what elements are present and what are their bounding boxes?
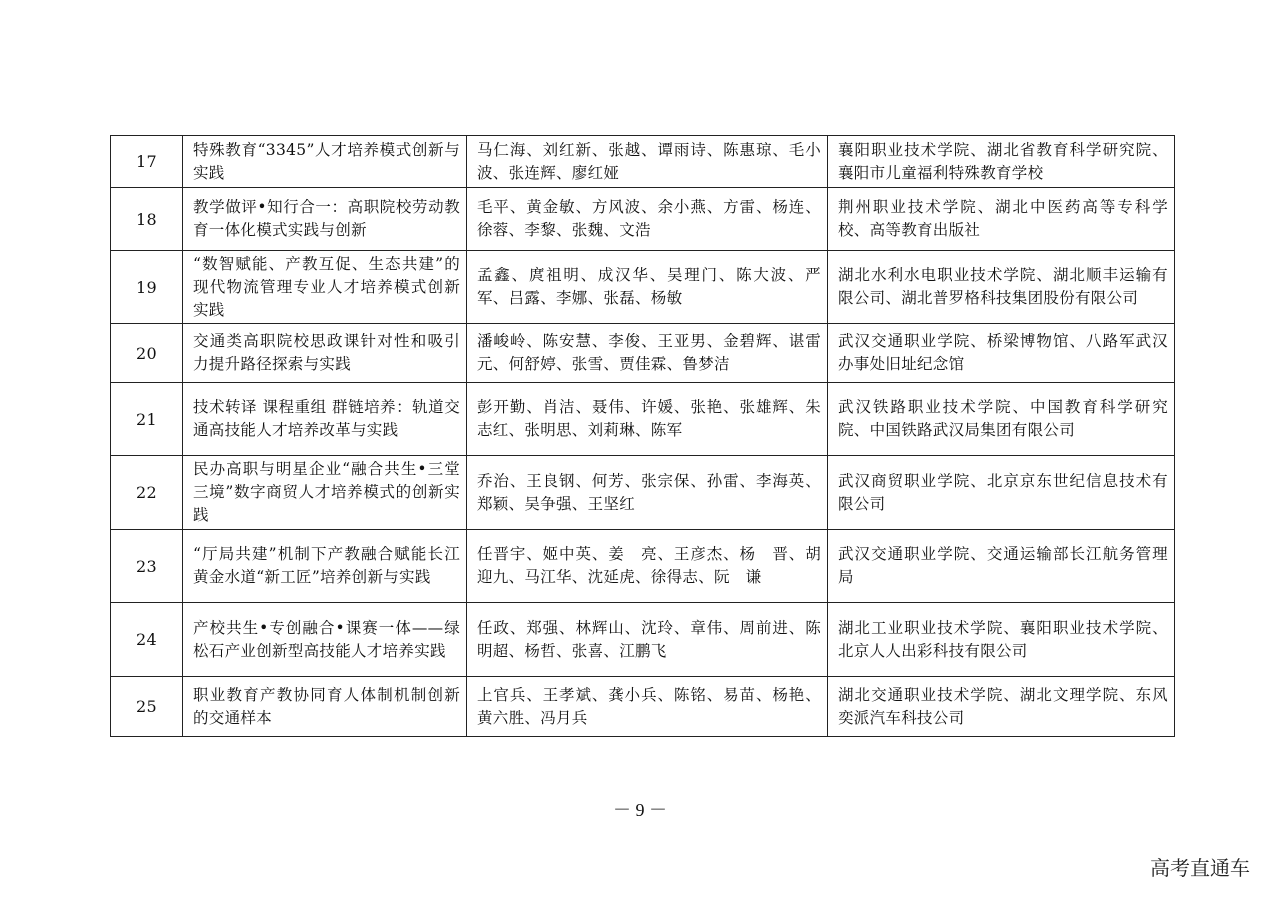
row-number: 19 xyxy=(111,251,183,324)
project-members: 潘峻岭、陈安慧、李俊、王亚男、金碧辉、谌雷元、何舒婷、张雪、贾佳霖、鲁梦洁 xyxy=(467,324,828,383)
project-members: 任政、郑强、林辉山、沈玲、章伟、周前进、陈明超、杨哲、张喜、江鹏飞 xyxy=(467,603,828,677)
row-number: 18 xyxy=(111,188,183,251)
project-units: 武汉交通职业学院、交通运输部长江航务管理局 xyxy=(828,530,1175,603)
table-row xyxy=(111,251,1175,324)
page-number: － 9 － xyxy=(613,800,667,820)
project-title: 职业教育产教协同育人体制机制创新的交通样本 xyxy=(183,677,467,737)
watermark-text: 高考直通车 xyxy=(1150,856,1250,880)
table-row xyxy=(111,383,1175,456)
project-units: 湖北水利水电职业技术学院、湖北顺丰运输有限公司、湖北普罗格科技集团股份有限公司 xyxy=(828,251,1175,324)
table-row xyxy=(111,324,1175,383)
table-row xyxy=(111,456,1175,530)
project-title: “数智赋能、产教互促、生态共建”的现代物流管理专业人才培养模式创新实践 xyxy=(183,251,467,324)
award-table-body xyxy=(111,136,1175,737)
project-title: 特殊教育“3345”人才培养模式创新与实践 xyxy=(183,136,467,188)
table-row xyxy=(111,677,1175,737)
project-members: 任晋宇、姬中英、姜 亮、王彦杰、杨 晋、胡迎九、马江华、沈延虎、徐得志、阮 谦 xyxy=(467,530,828,603)
row-number: 23 xyxy=(111,530,183,603)
project-units: 武汉铁路职业技术学院、中国教育科学研究院、中国铁路武汉局集团有限公司 xyxy=(828,383,1175,456)
project-title: 产校共生•专创融合•课赛一体——绿松石产业创新型高技能人才培养实践 xyxy=(183,603,467,677)
row-number: 20 xyxy=(111,324,183,383)
row-number: 22 xyxy=(111,456,183,530)
row-number: 21 xyxy=(111,383,183,456)
project-members: 毛平、黄金敏、方风波、余小燕、方雷、杨连、徐蓉、李黎、张魏、文浩 xyxy=(467,188,828,251)
project-units: 荆州职业技术学院、湖北中医药高等专科学校、高等教育出版社 xyxy=(828,188,1175,251)
project-title: “厅局共建”机制下产教融合赋能长江黄金水道“新工匠”培养创新与实践 xyxy=(183,530,467,603)
table-row xyxy=(111,188,1175,251)
table-row xyxy=(111,603,1175,677)
award-table xyxy=(110,135,1175,737)
project-title: 交通类高职院校思政课针对性和吸引力提升路径探索与实践 xyxy=(183,324,467,383)
table-row xyxy=(111,136,1175,188)
project-members: 上官兵、王孝斌、龚小兵、陈铭、易苗、杨艳、黄六胜、冯月兵 xyxy=(467,677,828,737)
row-number: 17 xyxy=(111,136,183,188)
project-members: 彭开勤、肖洁、聂伟、许媛、张艳、张雄辉、朱志红、张明思、刘莉琳、陈军 xyxy=(467,383,828,456)
project-members: 乔治、王良钢、何芳、张宗保、孙雷、李海英、郑颖、吴争强、王坚红 xyxy=(467,456,828,530)
project-title: 民办高职与明星企业“融合共生•三堂三境”数字商贸人才培养模式的创新实践 xyxy=(183,456,467,530)
project-title: 技术转译 课程重组 群链培养：轨道交通高技能人才培养改革与实践 xyxy=(183,383,467,456)
row-number: 25 xyxy=(111,677,183,737)
project-members: 孟鑫、庹祖明、成汉华、吴理门、陈大波、严军、吕露、李娜、张磊、杨敏 xyxy=(467,251,828,324)
project-units: 襄阳职业技术学院、湖北省教育科学研究院、襄阳市儿童福利特殊教育学校 xyxy=(828,136,1175,188)
project-units: 武汉商贸职业学院、北京京东世纪信息技术有限公司 xyxy=(828,456,1175,530)
project-members: 马仁海、刘红新、张越、谭雨诗、陈惠琼、毛小波、张连辉、廖红娅 xyxy=(467,136,828,188)
table-row xyxy=(111,530,1175,603)
project-title: 教学做评•知行合一：高职院校劳动教育一体化模式实践与创新 xyxy=(183,188,467,251)
row-number: 24 xyxy=(111,603,183,677)
project-units: 湖北工业职业技术学院、襄阳职业技术学院、北京人人出彩科技有限公司 xyxy=(828,603,1175,677)
project-units: 湖北交通职业技术学院、湖北文理学院、东风奕派汽车科技公司 xyxy=(828,677,1175,737)
project-units: 武汉交通职业学院、桥梁博物馆、八路军武汉办事处旧址纪念馆 xyxy=(828,324,1175,383)
